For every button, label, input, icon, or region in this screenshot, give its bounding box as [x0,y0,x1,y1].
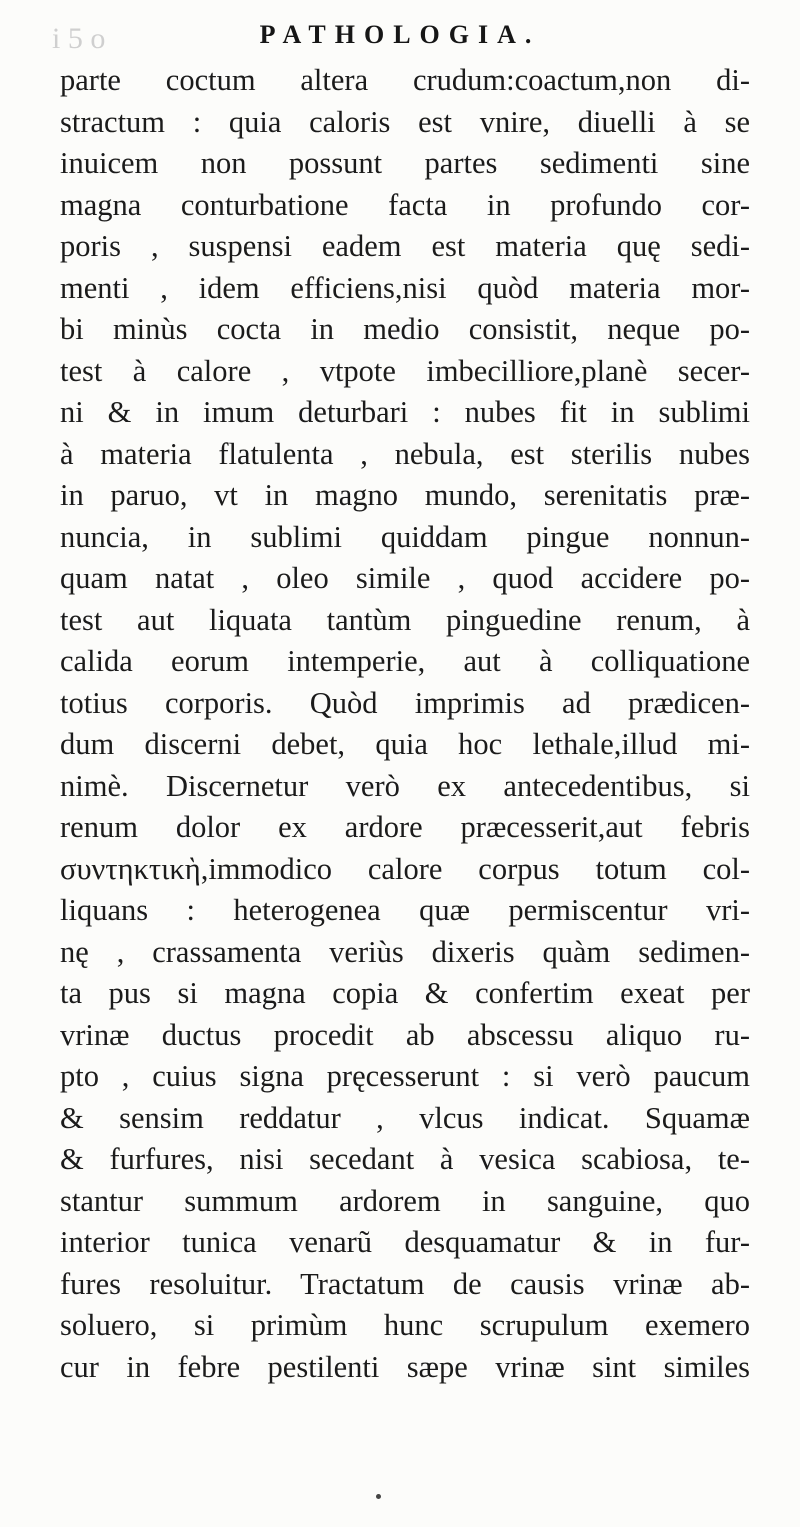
text-line: menti , idem efficiens,nisi quòd materia mor- [60,270,750,305]
text-line: dum discerni debet, quia hoc lethale,illud mi- [60,727,750,761]
text-line: συντηκτικὴ,immodico calore corpus totum col- [60,851,750,886]
text-line: ni & in imum deturbari : nubes fit in sublimi [60,395,750,429]
text-line: in paruo, vt in magno mundo, serenitatis præ- [60,478,750,512]
text-line: soluero, si primùm hunc scrupulum exemero [60,1308,750,1342]
text-line: fures resoluitur. Tractatum de causis vrinæ ab- [60,1266,750,1301]
text-line: bi minùs cocta in medio consistit, neque po- [60,312,750,346]
text-line: quam natat , oleo simile , quod accidere po- [60,561,750,595]
text-line: calida eorum intemperie, aut à colliquatione [60,644,750,678]
text-line: stractum : quia caloris est vnire, diuelli à se [60,104,750,139]
text-line: ta pus si magna copia & confertim exeat per [60,976,750,1010]
body-text [60,60,750,1388]
ink-speck [376,1494,381,1499]
text-line: vrinæ ductus procedit ab abscessu aliquo ru- [60,1017,750,1052]
text-line: & sensim reddatur , vlcus indicat. Squamæ [60,1100,750,1135]
text-line: nuncia, in sublimi quiddam pingue nonnun- [60,519,750,554]
text-line: inuicem non possunt partes sedimenti sine [60,146,750,180]
bleed-through-mark: i 5 o [52,22,106,55]
text-line: à materia flatulenta , nebula, est sterilis nubes [60,436,750,471]
text-line: magna conturbatione facta in profundo cor- [60,187,750,222]
text-line: test à calore , vtpote imbecilliore,planè secer- [60,353,750,388]
text-line: pto , cuius signa pręcesserunt : si verò paucum [60,1059,750,1093]
text-line: nimè. Discernetur verò ex antecedentibus, si [60,768,750,803]
text-line: parte coctum altera crudum:coactum,non di- [60,63,750,97]
text-line: liquans : heterogenea quæ permiscentur vri- [60,893,750,927]
text-line: cur in febre pestilenti sæpe vrinæ sint similes [60,1349,750,1384]
text-line: & furfures, nisi secedant à vesica scabiosa, te- [60,1142,750,1176]
text-line: stantur summum ardorem in sanguine, quo [60,1183,750,1218]
text-line: nę , crassamenta veriùs dixeris quàm sedimen- [60,934,750,969]
text-line: poris , suspensi eadem est materia quę sedi- [60,229,750,263]
text-line: renum dolor ex ardore præcesserit,aut febris [60,810,750,844]
running-title: PATHOLOGIA. [259,20,541,49]
text-line: totius corporis. Quòd imprimis ad prædicen- [60,685,750,720]
text-line: interior tunica venarũ desquamatur & in fur- [60,1225,750,1259]
text-line: test aut liquata tantùm pinguedine renum, à [60,602,750,637]
